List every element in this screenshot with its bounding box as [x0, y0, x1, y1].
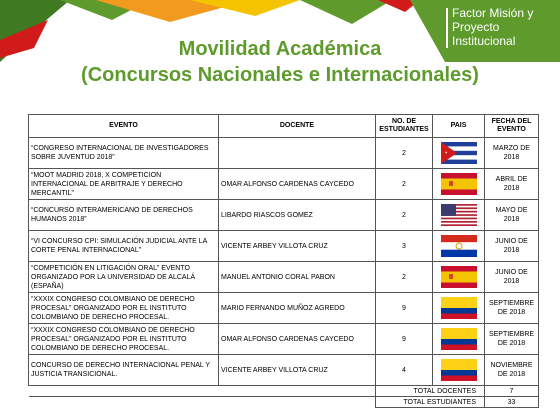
cell-estudiantes: 2	[376, 262, 433, 293]
table-row	[29, 138, 539, 169]
cell-evento: “XXXIX CONGRESO COLOMBIANO DE DERECHO PROCESAL” ORGANIZADO POR EL INSTITUTO COLOMBIANO DE DERECHO PROCESAL.	[29, 324, 219, 355]
cell-fecha: NOVIEMBRE DE 2018	[485, 355, 539, 386]
cell-estudiantes: 2	[376, 169, 433, 200]
usa-flag-icon	[441, 204, 477, 226]
cell-evento: “MOOT MADRID 2018, X COMPETICION INTERNACIONAL DE ARBITRAJE Y DERECHO MERCANTIL”	[29, 169, 219, 200]
table-header-row	[29, 115, 539, 138]
cell-estudiantes: 2	[376, 138, 433, 169]
cell-evento: “CONGRESO INTERNACIONAL DE INVESTIGADORES SOBRE JUVENTUD 2018”	[29, 138, 219, 169]
brand-line-2: Proyecto	[452, 20, 500, 34]
cell-evento: “COMPETICIÓN EN LITIGACIÓN ORAL” EVENTO ORGANIZADO POR LA UNIVERSIDAD DE ALCALÁ (ESPAÑA)	[29, 262, 219, 293]
header-pais: PAIS	[433, 115, 485, 138]
cell-docente: OMAR ALFONSO CARDENAS CAYCEDO	[219, 324, 376, 355]
cell-docente: MARIO FERNANDO MUÑOZ AGREDO	[219, 293, 376, 324]
cell-docente: OMAR ALFONSO CARDENAS CAYCEDO	[219, 169, 376, 200]
table-row	[29, 169, 539, 200]
cell-fecha: MARZO DE 2018	[485, 138, 539, 169]
cuba-flag-icon	[441, 142, 477, 164]
cell-fecha: JUNIO DE 2018	[485, 231, 539, 262]
cell-estudiantes: 9	[376, 293, 433, 324]
cell-docente: MANUEL ANTONIO CORAL PABON	[219, 262, 376, 293]
cell-estudiantes: 4	[376, 355, 433, 386]
cell-fecha: JUNIO DE 2018	[485, 262, 539, 293]
cell-evento: “CONCURSO INTERAMERICANO DE DERECHOS HUMANOS 2018”	[29, 200, 219, 231]
table-row	[29, 293, 539, 324]
cell-pais	[433, 324, 485, 355]
table-row	[29, 200, 539, 231]
cell-evento: “VI CONCURSO CPI: SIMULACIÓN JUDICIAL ANTE LA CORTE PENAL INTERNACIONAL”	[29, 231, 219, 262]
header-docente: DOCENTE	[219, 115, 376, 138]
brand-line-3: Institucional	[452, 34, 516, 48]
page-subtitle: (Concursos Nacionales e Internacionales)	[81, 64, 479, 86]
cell-estudiantes: 3	[376, 231, 433, 262]
total-docentes-label: TOTAL DOCENTES	[376, 386, 485, 397]
colombia-flag-icon	[441, 328, 477, 350]
cell-pais	[433, 231, 485, 262]
cell-pais	[433, 293, 485, 324]
table-row	[29, 324, 539, 355]
header-fecha: FECHA DEL EVENTO	[485, 115, 539, 138]
cell-pais	[433, 200, 485, 231]
brand-line-1: Factor Misión y	[452, 6, 534, 20]
table-row	[29, 355, 539, 386]
header-evento: EVENTO	[29, 115, 219, 138]
cell-pais	[433, 169, 485, 200]
totals-estudiantes-row	[29, 397, 539, 408]
page-title: Movilidad Académica	[178, 38, 382, 60]
cell-fecha: MAYO DE 2018	[485, 200, 539, 231]
colombia-flag-icon	[441, 297, 477, 319]
cell-fecha: SEPTIEMBRE DE 2018	[485, 324, 539, 355]
table-row	[29, 231, 539, 262]
totals-docentes-row	[29, 386, 539, 397]
cell-estudiantes: 2	[376, 200, 433, 231]
cell-pais	[433, 138, 485, 169]
header-estudiantes: NO. DE ESTUDIANTES	[376, 115, 433, 138]
spain-flag-icon	[441, 173, 477, 195]
table-row	[29, 262, 539, 293]
cell-docente: VICENTE ARBEY VILLOTA CRUZ	[219, 231, 376, 262]
cell-evento: “XXXIX CONGRESO COLOMBIANO DE DERECHO PROCESAL” ORGANIZADO POR EL INSTITUTO COLOMBIANO DE DERECHO PROCESAL.	[29, 293, 219, 324]
cell-evento: CONCURSO DE DERECHO INTERNACIONAL PENAL Y JUSTICIA TRANSICIONAL.	[29, 355, 219, 386]
cell-pais	[433, 262, 485, 293]
paraguay-flag-icon	[441, 235, 477, 257]
mobility-table	[28, 114, 539, 408]
total-estudiantes-label: TOTAL ESTUDIANTES	[376, 397, 485, 408]
cell-fecha: SEPTIEMBRE DE 2018	[485, 293, 539, 324]
cell-docente	[219, 138, 376, 169]
cell-estudiantes: 9	[376, 324, 433, 355]
cell-docente: LIBARDO RIASCOS GOMEZ	[219, 200, 376, 231]
total-estudiantes-value: 33	[485, 397, 539, 408]
cell-fecha: ABRIL DE 2018	[485, 169, 539, 200]
cell-docente: VICENTE ARBEY VILLOTA CRUZ	[219, 355, 376, 386]
cell-pais	[433, 355, 485, 386]
total-docentes-value: 7	[485, 386, 539, 397]
spain-flag-icon	[441, 266, 477, 288]
colombia-flag-icon	[441, 359, 477, 381]
